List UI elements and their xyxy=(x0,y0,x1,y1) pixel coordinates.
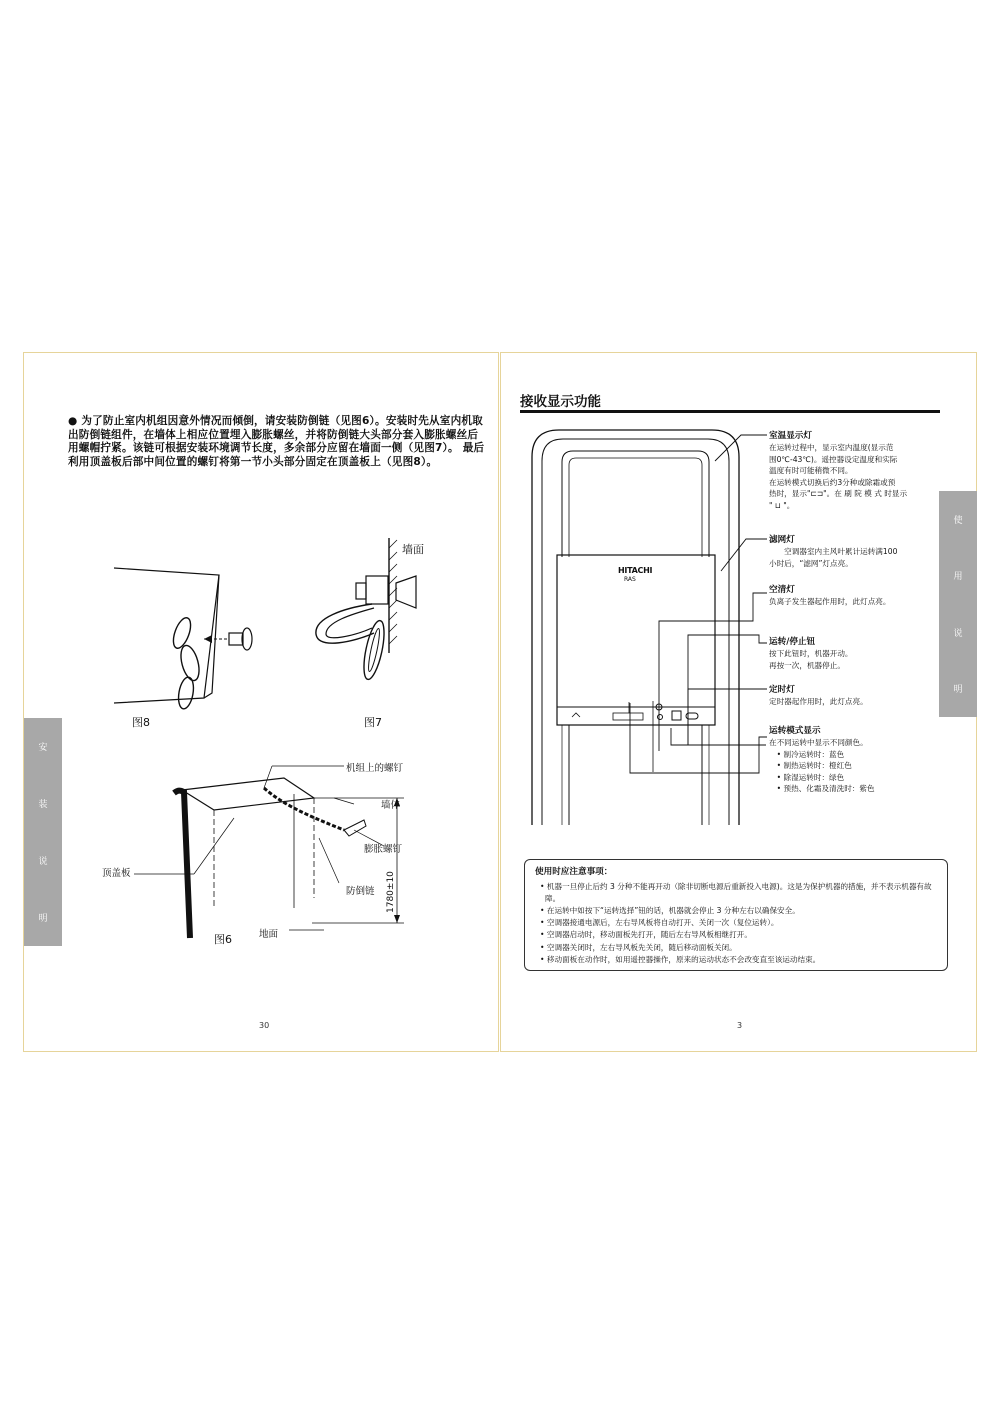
notice-item: • 机器一旦停止后约 3 分种不能再开动（除非切断电源后重新投入电源)。这是为保护机器的措施，并不表示机器有故障。 xyxy=(540,882,932,904)
figure-6-label: 图6 xyxy=(214,933,232,946)
side-tab-usage: 使 用 说 明 xyxy=(939,491,977,717)
install-instructions: ● 为了防止室内机组因意外情况而倾倒，请安装防倒链（见图6）。安装时先从室内机取出防倒链组件，在墙体上相应位置埋入膨胀螺丝，并将防倒链大头部分套入膨胀螺丝后用螺帽拧紧。该链可根据安装环境调节长度，多余部分应留在墙面一侧（见图7）。 最后利用顶盖板后部中间位置的螺钉将第一节小头部分固定在顶盖板上（见图8）。 xyxy=(68,415,485,468)
callout-mode-display: 运转模式显示 在不同运转中显示不同颜色。 • 制冷运转时：蓝色 • 制热运转时：橙红色 • 除湿运转时：绿色 • 预热、化霜及清洗时：紫色 xyxy=(769,726,875,794)
notice-title: 使用时应注意事项： xyxy=(535,867,613,877)
callout-filter-lamp: 滤网灯 空调器室内主风叶累计运转满100 小时后，“滤网”灯点亮。 xyxy=(769,535,898,568)
expansion-screw-label: 膨胀螺钉 xyxy=(364,844,403,855)
hitachi-logo: HITACHI xyxy=(618,566,653,575)
notice-item: • 移动面板在动作时，如用遥控器操作，原来的运动状态不会改变直至该运动结束。 xyxy=(540,954,821,964)
anti-tip-chain-label: 防倒链 xyxy=(346,886,375,897)
install-height-label: 1780±10 xyxy=(386,871,396,913)
notice-item: • 空调器关闭时，左右导风板先关闭，随后移动面板关闭。 xyxy=(540,942,737,952)
notice-item: • 空调器启动时，移动面板先打开，随后左右导风板相继打开。 xyxy=(540,930,752,940)
callout-room-temp: 室温显示灯 在运转过程中，显示室内温度(显示范 围0℃-43℃)。遥控器设定温度和实际 温度有时可能稍微不同。 在运转模式切换后约3分种或除霜或预 热时，显示"⊏⊐"。在 刷 院 模 式 时显示 " ⊔ "。 xyxy=(769,431,908,510)
right-page xyxy=(500,352,977,1052)
callout-run-stop-button: 运转/停止钮 按下此钮时，机器开动。 再按一次，机器停止。 xyxy=(769,637,853,670)
usage-notice-box xyxy=(524,859,948,971)
figure-7-drawing xyxy=(304,538,454,708)
notice-item: • 空调器接通电源后，左右导风板将自动打开、关闭一次（复位运转）。 xyxy=(540,918,779,928)
section-title: 接收显示功能 xyxy=(520,394,601,410)
top-cover-label: 顶盖板 xyxy=(102,868,131,879)
model-label: RAS xyxy=(624,576,636,583)
figure-8-drawing xyxy=(104,563,284,723)
figure-8-label: 图8 xyxy=(132,716,150,729)
callout-timer-lamp: 定时灯 定时器起作用时，此灯点亮。 xyxy=(769,685,868,706)
figure-7-label: 图7 xyxy=(364,716,382,729)
floor-label: 地面 xyxy=(259,929,279,940)
page-number: 30 xyxy=(259,1021,270,1030)
wall-surface-label: 墙面 xyxy=(402,543,424,556)
side-tab-install: 安 装 说 明 xyxy=(24,718,62,946)
left-page xyxy=(23,352,499,1052)
callout-air-purify-lamp: 空清灯 负离子发生器起作用时，此灯点亮。 xyxy=(769,585,891,606)
notice-item: • 在运转中如按下“运转选择”钮的话，机器就会停止 3 分种左右以确保安全。 xyxy=(540,906,800,916)
unit-screw-label: 机组上的螺钉 xyxy=(346,763,404,774)
page-number: 3 xyxy=(737,1021,743,1030)
wall-label: 墙体 xyxy=(381,800,401,811)
